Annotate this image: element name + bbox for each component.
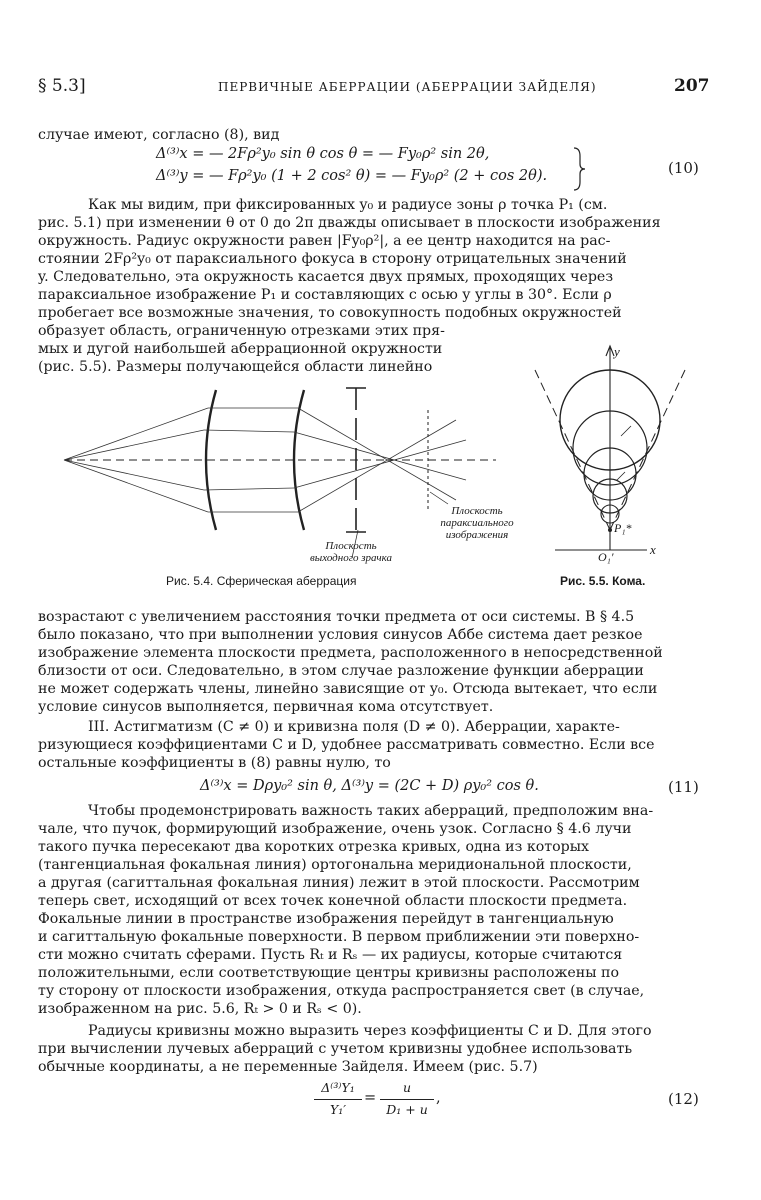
para1-line: y. Следовательно, эта окружность касается двух прямых, проходящих через	[38, 269, 614, 285]
para1-line: стоянии 2Fρ²y₀ от параксиального фокуса в сторону отрицательных значений	[38, 251, 627, 267]
para4-line: изображенном на рис. 5.6, Rₜ > 0 и Rₛ < 0).	[38, 1001, 362, 1017]
para4-line: такого пучка пересекают два коротких отрезка кривых, одна из которых	[38, 839, 590, 855]
label-paraxial-image-plane	[412, 505, 542, 541]
section-number: § 5.3]	[38, 76, 86, 96]
para1-line: Как мы видим, при фиксированных y₀ и радиусе зоны ρ точка P₁ (см.	[88, 197, 608, 213]
point-p1-label: P₁*	[614, 521, 632, 535]
para1-line: образует область, ограниченную отрезками этих пря-	[38, 323, 445, 339]
equation-12-number: (12)	[668, 1090, 699, 1108]
para1-line: мых и дугой наибольшей аберрационной окружности	[38, 341, 443, 357]
label-exit-pupil-plane	[296, 540, 406, 564]
para2-line: не может содержать члены, линейно зависящие от y₀. Отсюда вытекает, что если	[38, 681, 658, 697]
figure-5-4-caption: Рис. 5.4. Сферическая аберрация	[166, 574, 357, 588]
label-line: изображения	[445, 529, 509, 541]
figure-spherical-aberration	[56, 380, 516, 580]
equation-12-rhs-bar	[380, 1099, 434, 1100]
para2-line: было показано, что при выполнении условия синусов Аббе система дает резкое	[38, 627, 643, 643]
para5-line: при вычислении лучевых аберраций с учетом кривизны удобнее использовать	[38, 1041, 633, 1057]
para4-line: и сагиттальную фокальные поверхности. В первом приближении эти поверхно-	[38, 929, 640, 945]
equation-10-brace	[570, 146, 590, 192]
para1-line: параксиальное изображение P₁ и составляющих с осью y углы в 30°. Если ρ	[38, 287, 612, 303]
paraxial-image-point	[608, 528, 612, 532]
para5-line: обычные координаты, а не переменные Зайделя. Имеем (рис. 5.7)	[38, 1059, 538, 1075]
axis-x-label: x	[650, 542, 656, 557]
para1-line: окружность. Радиус окружности равен |Fy₀ρ²|, а ее центр находится на рас-	[38, 233, 611, 249]
para2-line: изображение элемента плоскости предмета, расположенного в непосредственной	[38, 645, 663, 661]
figure-5-5-caption: Рис. 5.5. Кома.	[560, 574, 646, 588]
para1-line: пробегает все возможные значения, то совокупность подобных окружностей	[38, 305, 622, 321]
para1-line: (рис. 5.5). Размеры получающейся области линейно	[38, 359, 433, 375]
point-o1-label: O₁′	[598, 550, 614, 564]
running-title: ПЕРВИЧНЫЕ АБЕРРАЦИИ (АБЕРРАЦИИ ЗАЙДЕЛЯ)	[218, 80, 597, 94]
para2-line: близости от оси. Следовательно, в этом случае разложение функции аберрации	[38, 663, 644, 679]
equation-10-number: (10)	[668, 159, 699, 177]
label-line: Плоскость	[451, 505, 503, 517]
equation-11: Δ⁽³⁾x = Dρy₀² sin θ, Δ⁽³⁾y = (2C + D) ρy₀² cos θ.	[200, 778, 539, 794]
equation-12-rhs-numerator: u	[402, 1080, 412, 1095]
para4-line: Фокальные линии в пространстве изображения перейдут в тангенциальную	[38, 911, 614, 927]
para3-line: ризующиеся коэффициентами C и D, удобнее рассматривать совместно. Если все	[38, 737, 655, 753]
figure-coma	[525, 340, 695, 570]
equation-10-line-1: Δ⁽³⁾x = — 2Fρ²y₀ sin θ cos θ = — Fy₀ρ² sin 2θ,	[156, 146, 490, 162]
para5-line: Радиусы кривизны можно выразить через коэффициенты C и D. Для этого	[88, 1023, 652, 1039]
para2-line: возрастают с увеличением расстояния точки предмета от оси системы. В § 4.5	[38, 609, 635, 625]
para4-line: Чтобы продемонстрировать важность таких аберраций, предположим вна-	[88, 803, 654, 819]
label-line: выходного зрачка	[309, 552, 393, 564]
para4-line: а другая (сагиттальная фокальная линия) лежит в этой плоскости. Рассмотрим	[38, 875, 640, 891]
para4-line: чале, что пучок, формирующий изображение, очень узок. Согласно § 4.6 лучи	[38, 821, 632, 837]
equation-12-comma: ,	[436, 1090, 441, 1106]
para3-line: остальные коэффициенты в (8) равны нулю, то	[38, 755, 391, 771]
para4-line: теперь свет, исходящий от всех точек конечной области плоскости предмета.	[38, 893, 628, 909]
para4-line: ту сторону от плоскости изображения, откуда распространяется свет (в случае,	[38, 983, 645, 999]
label-line: параксиального	[440, 517, 514, 529]
para2-line: условие синусов выполняется, первичная кома отсутствует.	[38, 699, 494, 715]
equation-12-rhs-denominator: D₁ + u	[386, 1102, 428, 1117]
para3-line: III. Астигматизм (C ≠ 0) и кривизна поля (D ≠ 0). Аберрации, характе-	[88, 719, 620, 735]
equation-12-lhs-bar	[314, 1099, 362, 1100]
equation-10-line-2: Δ⁽³⁾y = — Fρ²y₀ (1 + 2 cos² θ) = — Fy₀ρ² (2 + cos 2θ).	[156, 168, 548, 184]
page-number: 207	[674, 76, 710, 96]
para4-line: сти можно считать сферами. Пусть Rₜ и Rₛ — их радиусы, которые считаются	[38, 947, 623, 963]
equation-11-number: (11)	[668, 778, 699, 796]
para1-line: рис. 5.1) при изменении θ от 0 до 2π дважды описывает в плоскости изображения	[38, 215, 661, 231]
axis-y-label: y	[614, 344, 620, 359]
equation-12-lhs-denominator: Y₁′	[329, 1102, 347, 1117]
para4-line: (тангенциальная фокальная линия) ортогональна меридиональной плоскости,	[38, 857, 632, 873]
equation-12-lhs-numerator: Δ⁽³⁾Y₁	[321, 1080, 355, 1095]
para4-line: положительными, если соответствующие центры кривизны расположены по	[38, 965, 620, 981]
label-line: Плоскость	[325, 540, 377, 552]
intro-line: случае имеют, согласно (8), вид	[38, 127, 280, 143]
equation-12-equals: =	[364, 1090, 377, 1106]
